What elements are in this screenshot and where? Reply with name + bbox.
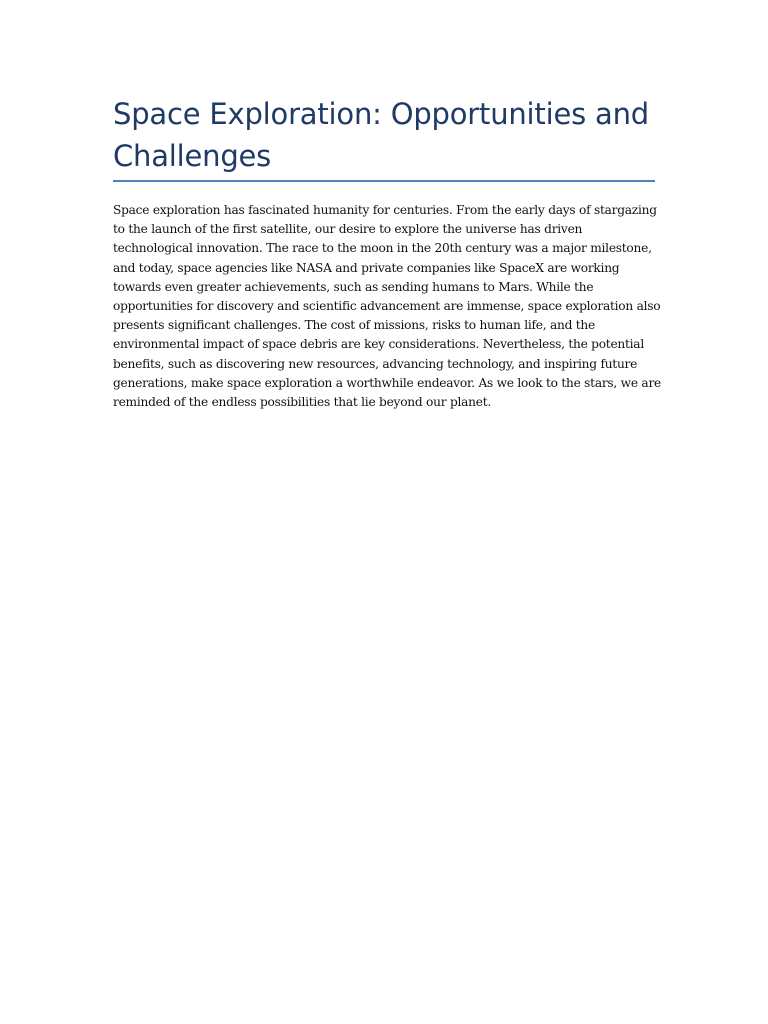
title-underline-rule bbox=[113, 180, 655, 182]
body-paragraph: Space exploration has fascinated humanity for centuries. From the early days of stargazing to the launch of the first satellite, our desire to explore the universe has driven technological innovation. The race to the moon in the 20th century was a major milestone, and today, space agencies like NASA and private companies like SpaceX are working towards even greater achievements, such as sending humans to Mars. While the opportunities for discovery and scientific advancement are immense, space exploration also presents significant challenges. The cost of missions, risks to human life, and the environmental impact of space debris are key considerations. Nevertheless, the potential benefits, such as discovering new resources, advancing technology, and inspiring future generations, make space exploration a worthwhile endeavor. As we look to the stars, we are reminded of the endless possibilities that lie beyond our planet. bbox=[113, 203, 661, 410]
document-title: Space Exploration: Opportunities and Challenges bbox=[113, 97, 649, 173]
